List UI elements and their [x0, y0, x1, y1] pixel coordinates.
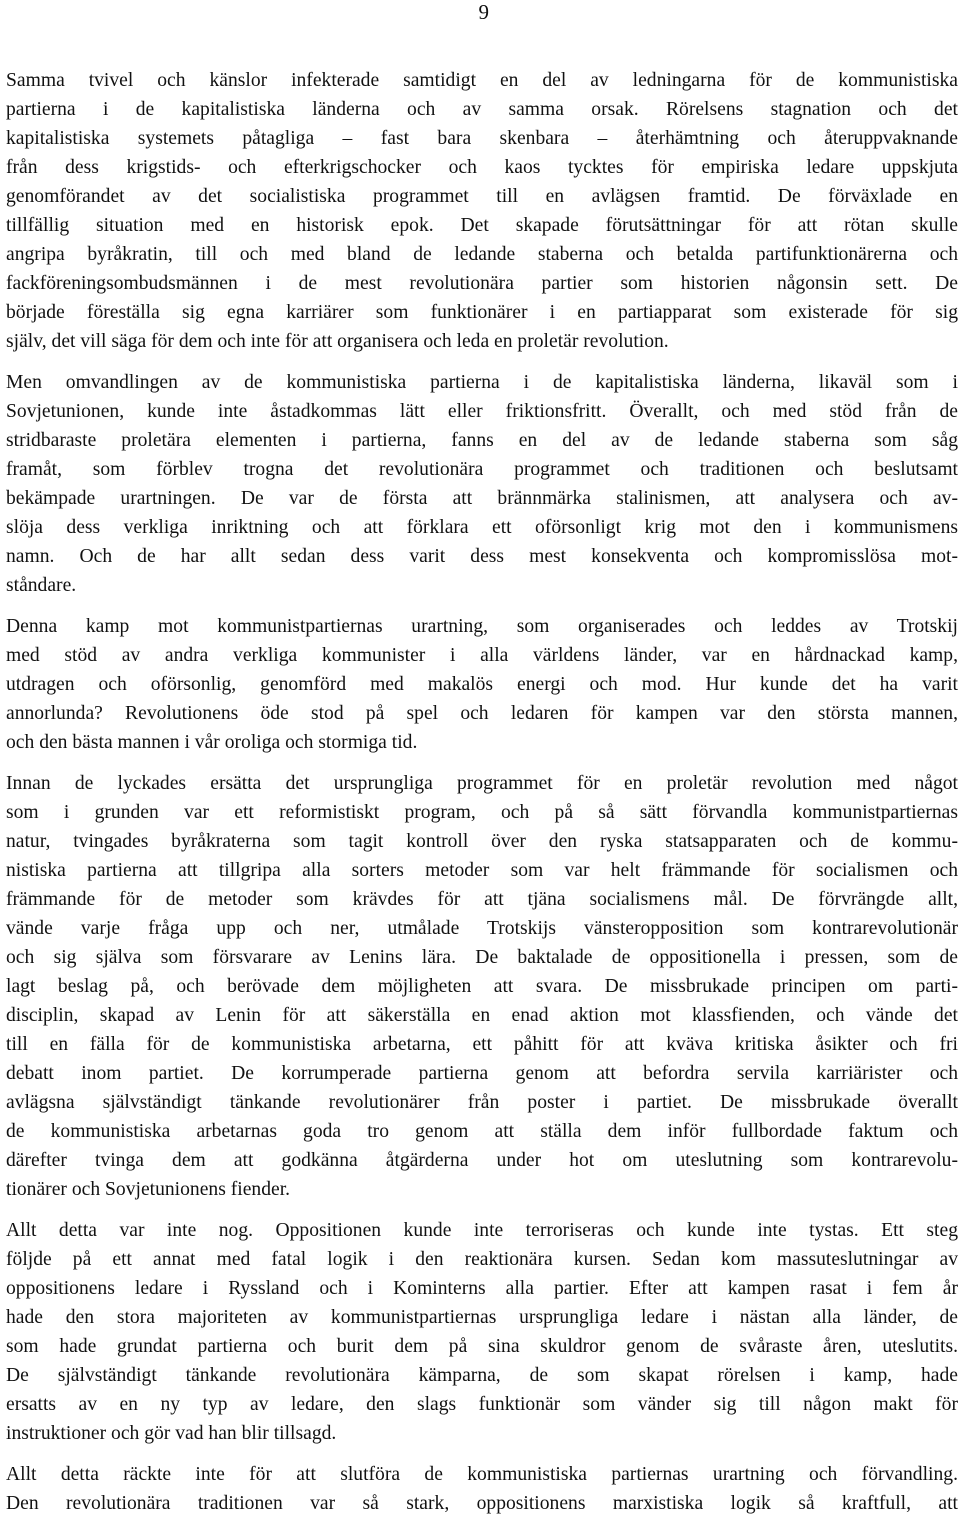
paragraph [6, 769, 958, 1204]
text-line: annorlunda? Revolutionens öde stod på spel och ledaren för kampen var den största mannen, [6, 703, 958, 724]
text-line: stridbaraste proletära elementen i partierna, fanns en del av de ledande staberna som såg [6, 430, 958, 451]
paragraph [6, 612, 958, 757]
text-line: namn. Och de har allt sedan dess varit dess mest konsekventa och kompromisslösa mot- [6, 546, 958, 567]
text-line: som i grunden var ett reformistiskt program, och på så sätt förvandla kommunistpartiernas [6, 802, 958, 823]
text-line: Denna kamp mot kommunistpartiernas urartning, som organiserades och leddes av Trotskij [6, 616, 958, 637]
text-line: nistiska partierna att tillgripa alla sorters metoder som var helt främmande för socialismen och [6, 860, 958, 881]
text-line: Samma tvivel och känslor infekterade samtidigt en del av ledningarna för de kommunistiska [6, 70, 958, 91]
text-line: oppositionens ledare i Ryssland och i Kominterns alla partier. Efter att kampen rasat i fem år [6, 1278, 958, 1299]
text-line: började föreställa sig egna karriärer som funktionärer i en partiapparat som existerade för sig [6, 302, 958, 323]
text-line: partierna i de kapitalistiska länderna och av samma orsak. Rörelsens stagnation och det [6, 99, 958, 120]
text-line: tillfällig situation med en historisk epok. Det skapade förutsättningar för att rötan skulle [6, 215, 958, 236]
text-line: ersatts av en ny typ av ledare, den slags funktionär som vänder sig till någon makt för [6, 1394, 958, 1415]
page-number: 9 [478, 0, 489, 24]
text-line: instruktioner och gör vad han blir tillsagd. [6, 1423, 337, 1444]
text-line: och sig själva som försvarare av Lenins lära. De baktalade de oppositionella i pressen, som de [6, 947, 958, 968]
text-line: slöja dess verkliga inriktning och att förklara ett oförsonligt krig mot den i kommunismens [6, 517, 958, 538]
text-line: framåt, som förblev trogna det revolutionära programmet och traditionen och beslutsamt [6, 459, 958, 480]
paragraph [6, 66, 958, 356]
text-line: med stöd av andra verkliga kommunister i alla världens länder, var en hårdnackad kamp, [6, 645, 958, 666]
text-line: Allt detta var inte nog. Oppositionen kunde inte terroriseras och kunde inte tystas. Ett steg [6, 1220, 958, 1241]
text-line: bekämpade urartningen. De var de första att brännmärka stalinismen, att analysera och av- [6, 488, 958, 509]
text-line: följde på ett annat med fatal logik i den reaktionära kursen. Sedan kom massuteslutningar av [6, 1249, 958, 1270]
text-line: fackföreningsombudsmännen i de mest revolutionära partier som historien någonsin sett. De [6, 273, 958, 294]
text-line: kapitalistiska systemets påtagliga – fast bara skenbara – återhämtning och återuppvaknande [6, 128, 958, 149]
paragraph [6, 1216, 958, 1448]
text-line: själv, det vill säga för dem och inte för att organisera och leda en proletär revolution. [6, 331, 669, 352]
text-line: lagt beslag på, och berövade dem möjligheten att svara. De missbrukade principen om parti- [6, 976, 958, 997]
paragraph [6, 368, 958, 600]
text-line: och den bästa mannen i vår oroliga och stormiga tid. [6, 732, 418, 753]
text-line: debatt inom partiet. De korrumperade partierna genom att befordra servila karriärister och [6, 1063, 958, 1084]
text-line: Innan de lyckades ersätta det ursprungliga programmet för en proletär revolution med något [6, 773, 958, 794]
text-line: därefter tvinga dem att godkänna åtgärderna under hot om uteslutning som kontrarevolu- [6, 1150, 958, 1171]
text-line: Sovjetunionen, kunde inte åstadkommas lätt eller friktionsfritt. Överallt, och med stöd från de [6, 401, 958, 422]
text-line: främmande för de metoder som krävdes för att tjäna socialismens mål. De förvrängde allt, [6, 889, 958, 910]
paragraph [6, 1460, 958, 1518]
text-line: vände varje fråga upp och ner, utmålade Trotskijs vänsteropposition som kontrarevolutionär [6, 918, 958, 939]
text-line: utdragen och oförsonlig, genomförd med makalös energi och mod. Hur kunde det ha varit [6, 674, 958, 695]
text-line: angripa byråkratin, till och med bland de ledande staberna och betalda partifunktionärerna och [6, 244, 958, 265]
text-line: Men omvandlingen av de kommunistiska partierna i de kapitalistiska länderna, likaväl som i [6, 372, 958, 393]
text-line: hade den stora majoriteten av kommunistpartiernas ursprungliga ledare i nästan alla länder, de [6, 1307, 958, 1328]
text-line: De självständigt tänkande revolutionära kämparna, de som skapat rörelsen i kamp, hade [6, 1365, 958, 1386]
text-line: som hade grundat partierna och burit dem på sina skuldror genom de svåraste åren, uteslutits. [6, 1336, 958, 1357]
text-line: ståndare. [6, 575, 77, 596]
text-line: disciplin, skapad av Lenin för att säkerställa en enad aktion mot klassfienden, och vände det [6, 1005, 958, 1026]
text-line: Allt detta räckte inte för att slutföra de kommunistiska partiernas urartning och förvandling. [6, 1464, 958, 1485]
text-line: genomförandet av det socialistiska programmet till en avlägsen framtid. De förväxlade en [6, 186, 958, 207]
text-line: Den revolutionära traditionen var så stark, oppositionens marxistiska logik så kraftfull, att [6, 1493, 958, 1514]
text-line: natur, tvingades byråkraterna som tagit kontroll över den ryska statsapparaten och de kommu- [6, 831, 958, 852]
text-line: de kommunistiska arbetarnas goda tro genom att ställa dem inför fullbordade faktum och [6, 1121, 958, 1142]
text-line: tionärer och Sovjetunionens fiender. [6, 1179, 291, 1200]
text-line: avlägsna självständigt tänkande revolutionärer från poster i partiet. De missbrukade överallt [6, 1092, 958, 1113]
body-text [6, 66, 958, 1530]
text-line: till en fälla för de kommunistiska arbetarna, ett påhitt för att kväva kritiska åsikter och fri [6, 1034, 958, 1055]
text-line: från dess krigstids- och efterkrigschocker och kaos tycktes för empiriska ledare uppskjuta [6, 157, 958, 178]
